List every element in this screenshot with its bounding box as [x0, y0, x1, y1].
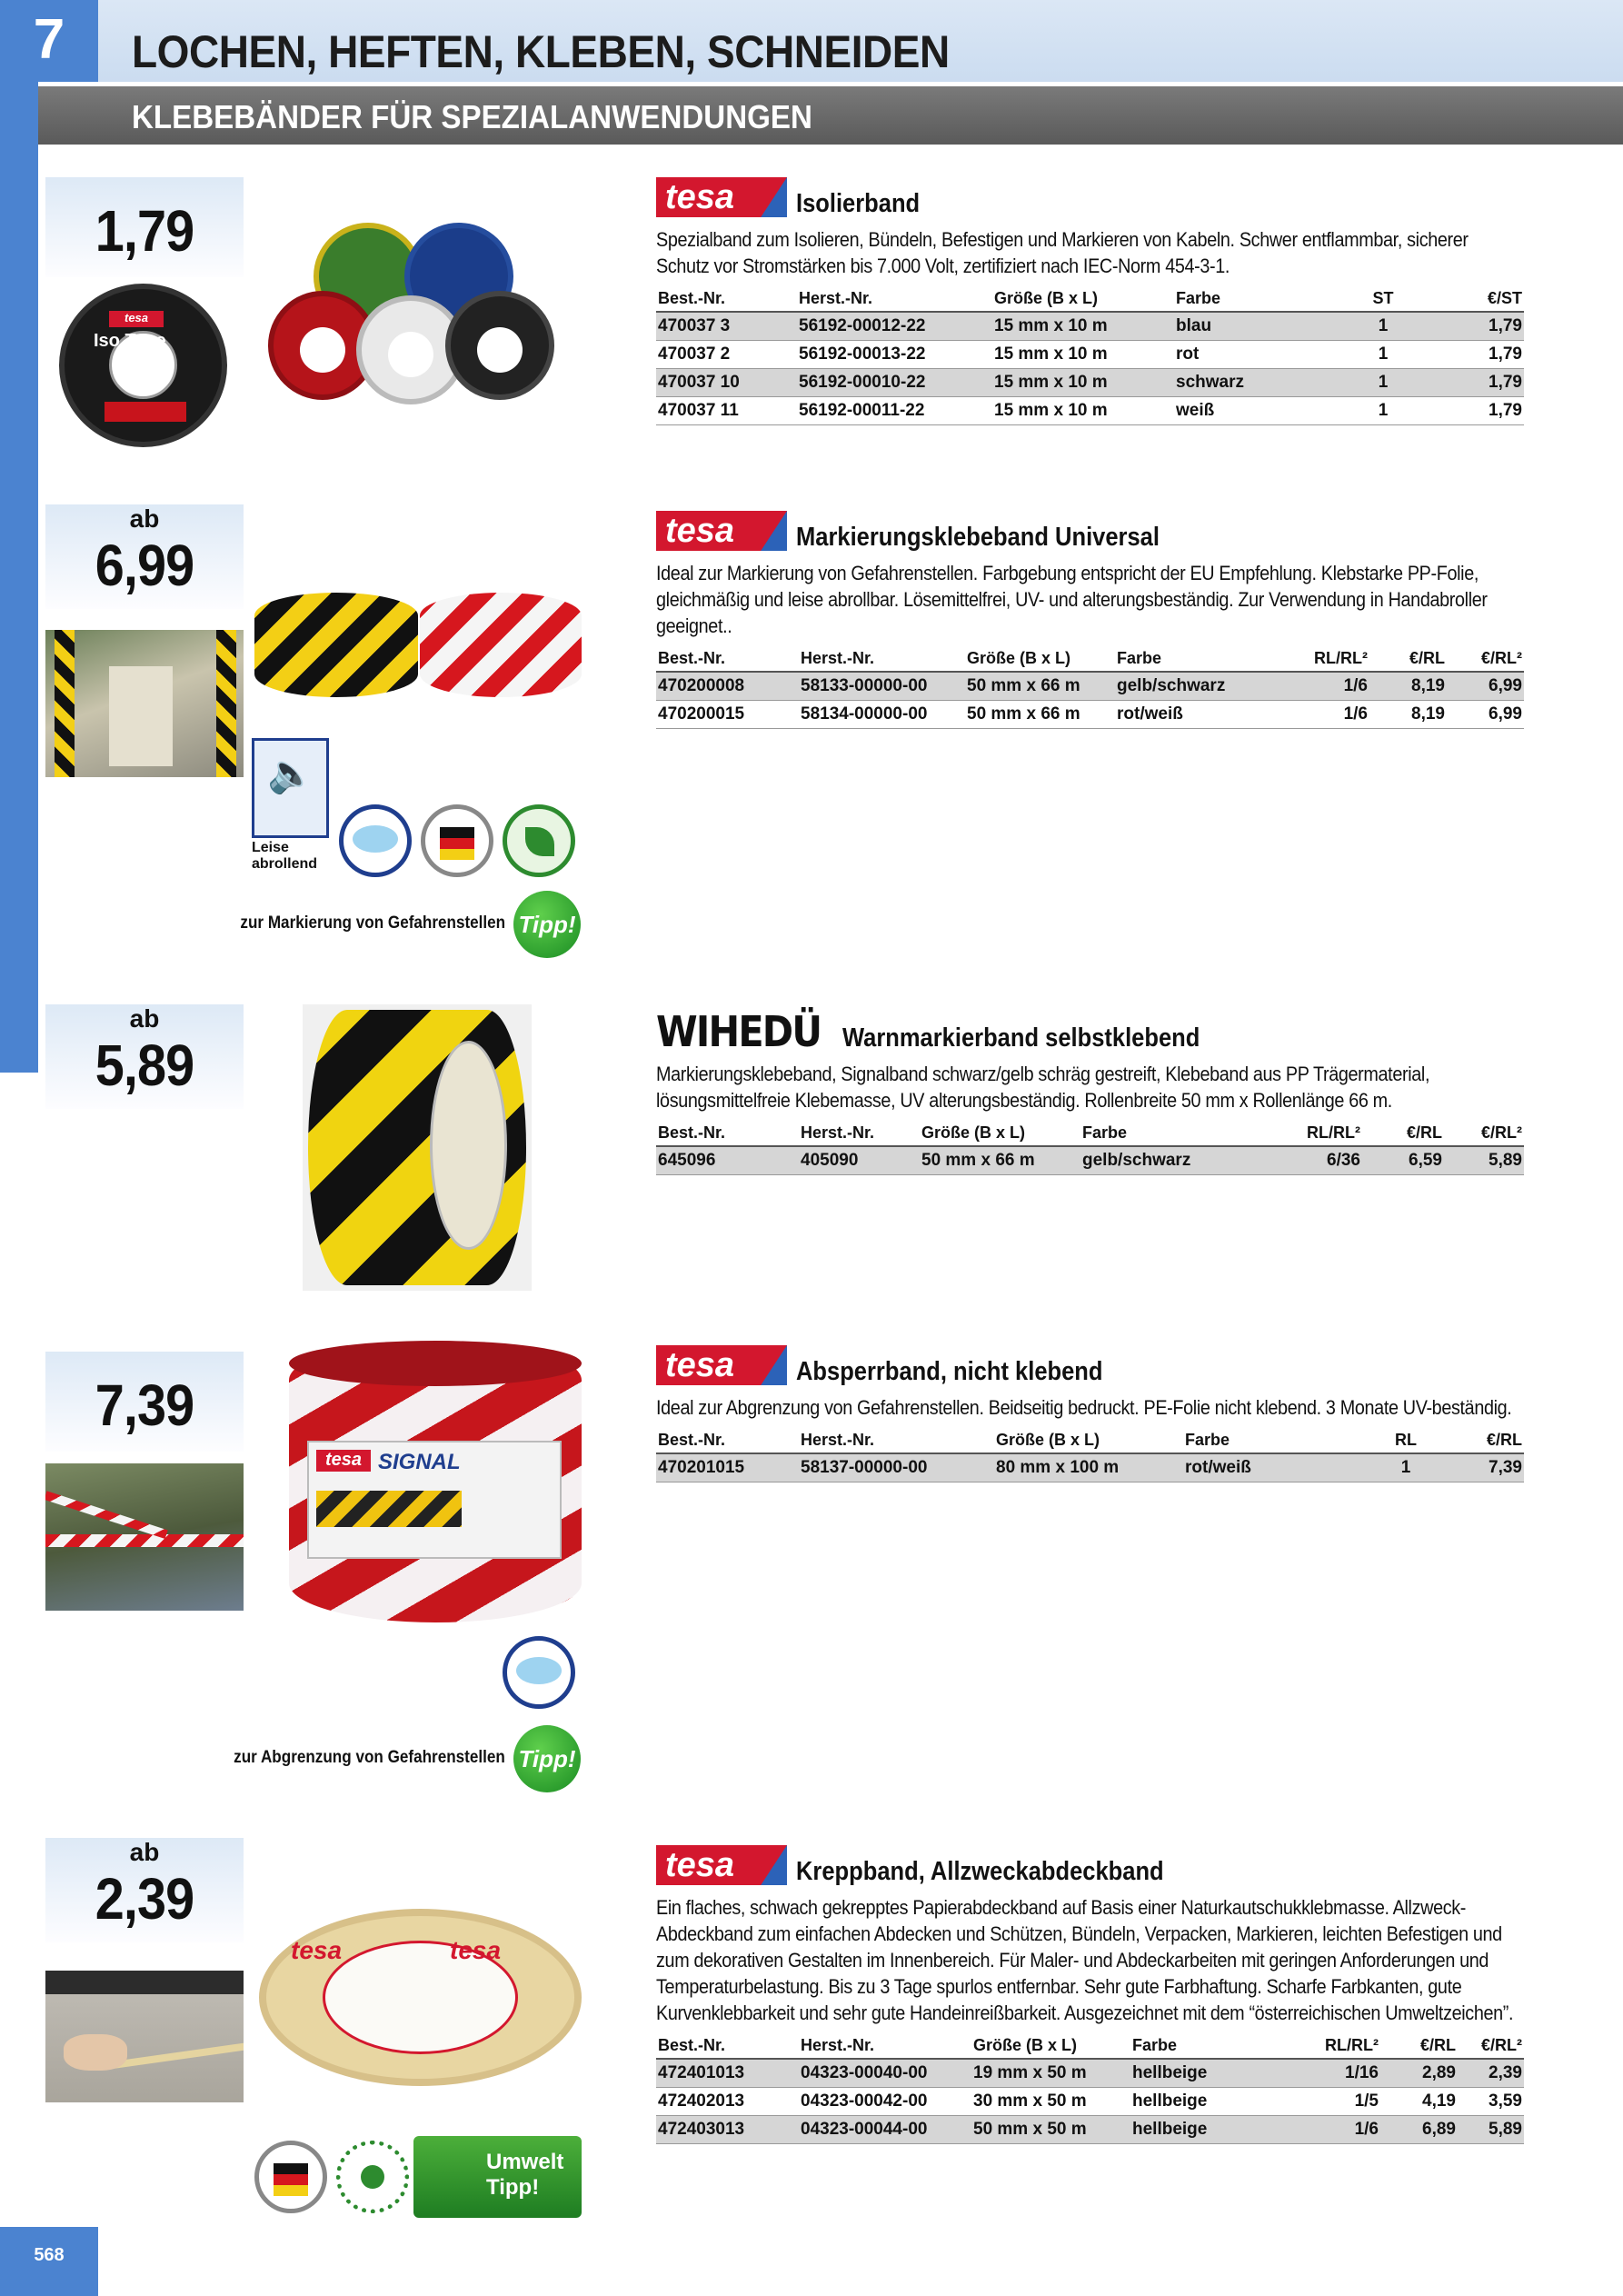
price-badge: [45, 1838, 244, 1942]
wihedu-logo: WIHEDÜ: [656, 1007, 821, 1056]
product-title: Absperrband, nicht klebend: [796, 1357, 1103, 1386]
table-row: 470037 2 56192-00013-22 15 mm x 10 m rot 1 1,79: [656, 340, 1524, 368]
product-title: Kreppband, Allzweckabdeckband: [796, 1857, 1164, 1886]
tesa-logo: tesa: [656, 511, 787, 551]
product-description: Markierungsklebeband, Signalband schwarz/gelb schräg gestreift, Klebeband aus PP Trägermaterial, lösungsmittelfreie Klebemasse, UV alterungsbeständig. Rollenbreite 50 mm x Rollenlänge 66 m.: [656, 1063, 1430, 1112]
product-image-iso-tape-colors: [268, 223, 582, 414]
table-row: 470037 11 56192-00011-22 15 mm x 10 m weiß 1 1,79: [656, 396, 1524, 424]
solvent-free-icon: [503, 804, 575, 877]
price-prefix: ab: [129, 1004, 160, 1033]
spec-table: Best.-Nr. Herst.-Nr. Größe (B x L) Farbe RL/RL² €/RL €/RL² 645096 405090 50 mm x 66 m gelb/schwarz 6/36 6,59 5,89: [656, 1121, 1524, 1175]
product-image-iso-tape-single: tesa Iso Tape: [59, 284, 227, 447]
made-in-germany-icon: [421, 804, 493, 877]
price-value: 7,39: [95, 1373, 194, 1438]
spec-table: Best.-Nr. Herst.-Nr. Größe (B x L) Farbe RL/RL² €/RL €/RL² 472401013 04323-00040-00 19 mm x 50 m hellbeige 1/16 2,89 2,39 472402013 04323-00042-00 30 mm x 50 m hellbeige 1/5 4,19 3,59 472403013 04323-00044-00 50 mm x 50 m hellbeige 1/6 6,89 5,89: [656, 2033, 1524, 2144]
spec-table: Best.-Nr. Herst.-Nr. Größe (B x L) Farbe ST €/ST 470037 3 56192-00012-22 15 mm x 10 m blau 1 1,79 470037 2 56192-00013-22 15 mm x 10 m rot 1 1,79 470037 10 56192-00010-22 15 mm x 10 m schwarz 1 1,79 470037 11 56192-00011-22 15 mm x 10 m weiß 1 1,79: [656, 286, 1524, 425]
page-title: LOCHEN, HEFTEN, KLEBEN, SCHNEIDEN: [132, 26, 950, 77]
table-row: 470037 10 56192-00010-22 15 mm x 10 m schwarz 1 1,79: [656, 368, 1524, 396]
product-title: Isolierband: [796, 189, 921, 218]
umwelt-tipp-badge: Umwelt Tipp!: [413, 2136, 582, 2218]
table-row: 472403013 04323-00044-00 50 mm x 50 m hellbeige 1/6 6,89 5,89: [656, 2115, 1524, 2143]
application-photo: [45, 630, 244, 777]
product-image-marking-tape-yellow: [254, 593, 418, 697]
product-image-marking-tape-red: [420, 593, 582, 697]
product-markierungsklebeband: [656, 511, 1524, 729]
table-row: 472402013 04323-00042-00 30 mm x 50 m hellbeige 1/5 4,19 3,59: [656, 2087, 1524, 2115]
product-description: Ideal zur Abgrenzung von Gefahrenstellen. Beidseitig bedruckt. PE-Folie nicht klebend. 3 Monate UV-beständig.: [656, 1396, 1512, 1419]
table-row: 470201015 58137-00000-00 80 mm x 100 m rot/weiß 1 7,39: [656, 1453, 1524, 1482]
product-isolierband: [656, 177, 1524, 425]
price-badge: [45, 504, 244, 609]
product-description: Spezialband zum Isolieren, Bündeln, Befestigen und Markieren von Kabeln. Schwer entflammbar, sicherer Schutz vor Stromstärken bis 7.000 Volt, zertifiziert nach IEC-Norm 454-3-1.: [656, 228, 1469, 277]
uv-resistant-icon: [503, 1636, 575, 1709]
product-image-masking-tape: tesa tesa: [259, 1909, 582, 2086]
uv-resistant-icon: [339, 804, 412, 877]
quiet-unroll-label: Leise abrollend: [252, 840, 318, 872]
table-row: 472401013 04323-00040-00 19 mm x 50 m hellbeige 1/16 2,89 2,39: [656, 2059, 1524, 2087]
product-title: Warnmarkierband selbstklebend: [842, 1023, 1200, 1053]
table-row: 470200008 58133-00000-00 50 mm x 66 m gelb/schwarz 1/6 8,19 6,99: [656, 672, 1524, 700]
eco-label-icon: [336, 2141, 409, 2213]
tesa-logo: tesa: [656, 1845, 787, 1885]
price-prefix: ab: [129, 504, 160, 533]
product-description: Ideal zur Markierung von Gefahrenstellen. Farbgebung entspricht der EU Empfehlung. Klebstarke PP-Folie, gleichmäßig und leise abrollbar. Lösemittelfrei, UV- und alterungsbeständig. Zur Verwendung in Handabroller geeignet..: [656, 562, 1488, 637]
chapter-side-bar: [0, 0, 38, 1073]
product-image-barrier-tape: tesa SIGNAL: [289, 1341, 582, 1622]
price-prefix: ab: [129, 1838, 160, 1866]
price-value: 6,99: [95, 533, 194, 598]
application-photo: [45, 1971, 244, 2102]
price-badge: [45, 177, 244, 277]
made-in-germany-icon: [254, 2141, 327, 2213]
product-description: Ein flaches, schwach gekrepptes Papierabdeckband auf Basis einer Naturkautschukklebmasse. Allzweck-Abdeckband zum einfachen Abdecken und Schützen, Bündeln, Verpacken, Markieren, leichten Befestigen und zum dekorativen Gestalten im Innenbereich. Für Maler- und Abdeckarbeiten mit geringen Anforderungen und Temperaturbelastung. Bis zu 3 Tage spurlos entfernbar. Sehr gute Farbhaftung. Scharfe Farbkanten, gute Kurvenklebbarkeit und sehr gute Handeinreißbarkeit. Ausgezeichnet mit dem “österreichischen Umweltzeichen”.: [656, 1896, 1514, 2024]
price-value: 2,39: [95, 1866, 194, 1932]
price-value: 1,79: [95, 198, 194, 264]
table-row: 645096 405090 50 mm x 66 m gelb/schwarz 6/36 6,59 5,89: [656, 1146, 1524, 1174]
tipp-badge: Tipp!: [513, 1725, 581, 1792]
spec-table: Best.-Nr. Herst.-Nr. Größe (B x L) Farbe RL €/RL 470201015 58137-00000-00 80 mm x 100 m rot/weiß 1 7,39: [656, 1428, 1524, 1482]
product-absperrband: [656, 1345, 1524, 1482]
product-title: Markierungsklebeband Universal: [796, 523, 1160, 552]
price-badge: [45, 1004, 244, 1109]
tesa-logo: tesa: [656, 1345, 787, 1385]
table-row: 470037 3 56192-00012-22 15 mm x 10 m blau 1 1,79: [656, 312, 1524, 340]
product-warnmarkierband: [656, 1007, 1524, 1175]
application-photo: [45, 1463, 244, 1611]
tipp-badge: Tipp!: [513, 891, 581, 958]
chapter-number: 7: [33, 8, 65, 71]
signal-label: SIGNAL: [378, 1450, 461, 1474]
tipp-text: zur Markierung von Gefahrenstellen: [240, 913, 505, 933]
product-kreppband: [656, 1845, 1524, 2144]
table-row: 470200015 58134-00000-00 50 mm x 66 m rot/weiß 1/6 8,19 6,99: [656, 700, 1524, 728]
tesa-logo: tesa: [656, 177, 787, 217]
page-number: 568: [34, 2245, 65, 2265]
price-badge: [45, 1352, 244, 1452]
tipp-text: zur Abgrenzung von Gefahrenstellen: [234, 1748, 505, 1767]
page-subtitle: KLEBEBÄNDER FÜR SPEZIALANWENDUNGEN: [132, 98, 812, 135]
quiet-unroll-icon: 🔈 Leise abrollend: [252, 738, 329, 882]
iso-tape-label: Iso Tape: [94, 331, 166, 351]
product-image-warning-tape: [303, 1004, 532, 1291]
price-value: 5,89: [95, 1033, 194, 1098]
spec-table: Best.-Nr. Herst.-Nr. Größe (B x L) Farbe RL/RL² €/RL €/RL² 470200008 58133-00000-00 50 mm x 66 m gelb/schwarz 1/6 8,19 6,99 470200015 58134-00000-00 50 mm x 66 m rot/weiß 1/6 8,19 6,99: [656, 646, 1524, 729]
